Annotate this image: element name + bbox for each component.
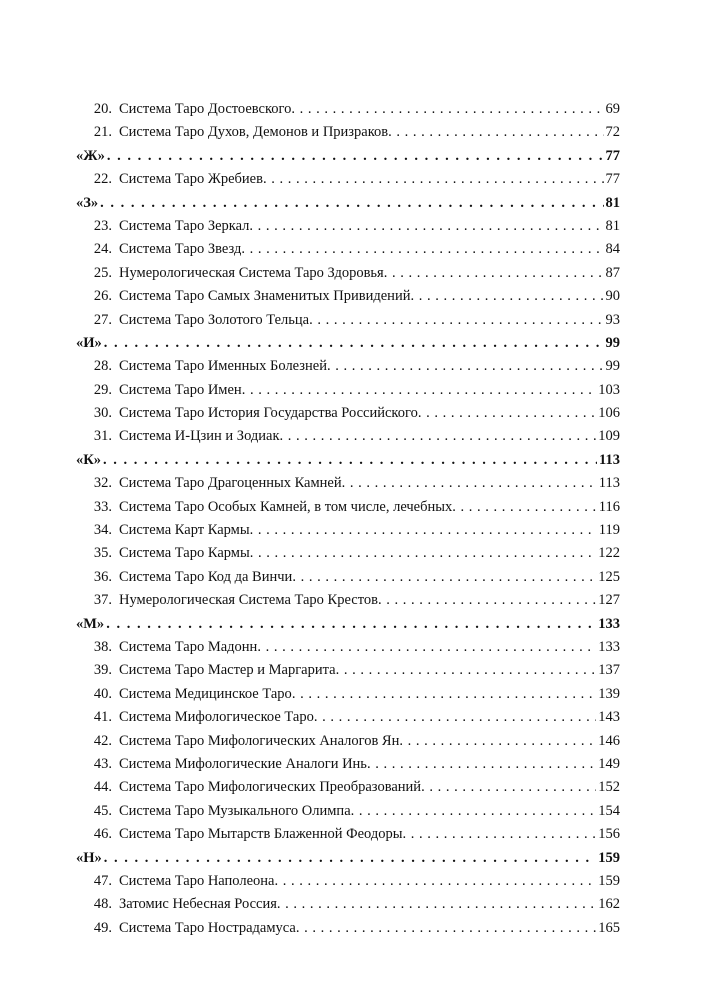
entry-title: Система Таро Зеркал [119, 217, 250, 234]
entry-number: 32. [93, 475, 112, 492]
toc-section-heading [76, 850, 620, 873]
toc-section-heading [76, 452, 620, 475]
dot-leader [104, 335, 604, 352]
entry-number: 28. [93, 358, 112, 375]
toc-entry [76, 405, 620, 428]
entry-number: 30. [93, 405, 112, 422]
page-number: 93 [605, 311, 620, 328]
toc-entry [76, 241, 620, 264]
toc-entry [76, 733, 620, 756]
entry-number: 41. [93, 709, 112, 726]
toc-entry [76, 522, 620, 545]
entry-title: Нумерологическая Система Таро Здоровья [119, 264, 384, 281]
entry-number: 44. [93, 779, 112, 796]
entry-number: 21. [93, 124, 112, 141]
dot-leader [292, 569, 596, 586]
toc-entry [76, 545, 620, 568]
dot-leader [378, 592, 596, 609]
page-number: 69 [605, 101, 620, 117]
toc-section-heading [76, 148, 620, 171]
page-number: 159 [598, 872, 620, 889]
entry-title: Система Таро Кармы [119, 545, 250, 562]
page-number: 152 [598, 779, 620, 796]
entry-title: Система Таро Музыкального Олимпа [119, 802, 351, 819]
table-of-contents [76, 101, 620, 943]
dot-leader [277, 896, 596, 913]
page-number: 149 [598, 755, 620, 772]
dot-leader [103, 452, 597, 469]
toc-entry [76, 779, 620, 802]
dot-leader [314, 709, 596, 726]
toc-entry [76, 358, 620, 381]
entry-number: 20. [93, 101, 112, 117]
page-number: 103 [598, 381, 620, 398]
toc-entry [76, 312, 620, 335]
toc-entry [76, 475, 620, 498]
dot-leader [367, 756, 596, 773]
page-number: 139 [598, 685, 620, 702]
dot-leader [410, 288, 603, 305]
toc-entry [76, 920, 620, 943]
page-number: 81 [605, 194, 620, 211]
toc-entry [76, 826, 620, 849]
entry-number: 24. [93, 241, 112, 258]
dot-leader [250, 522, 597, 539]
entry-title: Система И-Цзин и Зодиак [119, 428, 280, 445]
entry-title: Система Таро Наполеона [119, 872, 275, 889]
dot-leader [263, 171, 604, 188]
page-number: 122 [598, 545, 620, 562]
page-number: 99 [605, 334, 620, 351]
dot-leader [351, 803, 597, 820]
dot-leader [249, 218, 603, 235]
entry-title: Система Таро Драгоценных Камней [119, 475, 342, 492]
entry-number: 36. [93, 568, 112, 585]
entry-title: Система Таро Самых Знаменитых Привидений [119, 288, 411, 305]
entry-title: Система Таро Мадонн [119, 638, 258, 655]
toc-entry [76, 639, 620, 662]
toc-entry [76, 592, 620, 615]
page-number: 113 [599, 451, 620, 468]
dot-leader [327, 358, 604, 375]
dot-leader [257, 639, 596, 656]
entry-title: Система Таро Жребиев [119, 171, 263, 188]
dot-leader [250, 545, 597, 562]
entry-title: Система Мифологическое Таро [119, 709, 314, 726]
dot-leader [402, 826, 596, 843]
dot-leader [104, 850, 596, 867]
dot-leader [280, 428, 597, 445]
entry-title: Система Таро Звезд [119, 241, 242, 258]
toc-entry [76, 382, 620, 405]
entry-number: 27. [93, 311, 112, 328]
entry-title: Система Таро Код да Винчи [119, 568, 293, 585]
dot-leader [384, 265, 604, 282]
section-letter: «З» [76, 194, 99, 211]
page-number: 87 [605, 264, 620, 281]
toc-entry [76, 101, 620, 124]
page-number: 159 [598, 849, 620, 866]
page-number: 113 [598, 475, 620, 492]
page-number: 77 [605, 171, 620, 188]
entry-title: Система Таро Мытарств Блаженной Феодоры [119, 826, 403, 843]
entry-number: 42. [93, 732, 112, 749]
entry-title: Система Таро Имен [119, 381, 242, 398]
dot-leader [241, 241, 603, 258]
toc-section-heading [76, 335, 620, 358]
entry-number: 33. [93, 498, 112, 515]
entry-number: 37. [93, 592, 112, 609]
page-number: 133 [598, 638, 620, 655]
entry-number: 35. [93, 545, 112, 562]
page-number: 81 [605, 217, 620, 234]
page-number: 125 [598, 568, 620, 585]
entry-number: 22. [93, 171, 112, 188]
toc-entry [76, 265, 620, 288]
page-number: 127 [598, 592, 620, 609]
section-letter: «Ж» [76, 147, 105, 164]
dot-leader [452, 499, 597, 516]
section-letter: «К» [76, 451, 102, 468]
page-number: 162 [598, 896, 620, 913]
entry-number: 31. [93, 428, 112, 445]
page-number: 146 [598, 732, 620, 749]
page-number: 154 [598, 802, 620, 819]
dot-leader [106, 616, 596, 633]
entry-number: 48. [93, 896, 112, 913]
toc-entry [76, 428, 620, 451]
entry-title: Система Таро Мастер и Маргарита [119, 662, 336, 679]
dot-leader [336, 662, 597, 679]
entry-title: Система Таро Золотого Тельца [119, 311, 310, 328]
section-letter: «Н» [76, 849, 102, 866]
dot-leader [100, 195, 603, 212]
toc-entry [76, 756, 620, 779]
dot-leader [421, 779, 596, 796]
entry-title: Система Таро Духов, Демонов и Призраков [119, 124, 389, 141]
page-number: 143 [598, 709, 620, 726]
dot-leader [291, 101, 603, 118]
toc-entry [76, 171, 620, 194]
entry-number: 40. [93, 685, 112, 702]
dot-leader [388, 124, 603, 141]
entry-number: 34. [93, 522, 112, 539]
page-number: 116 [598, 498, 620, 515]
dot-leader [342, 475, 597, 492]
page-number: 99 [605, 358, 620, 375]
toc-entry [76, 709, 620, 732]
toc-entry [76, 124, 620, 147]
page-number: 72 [605, 124, 620, 141]
page-number: 77 [605, 147, 620, 164]
entry-number: 49. [93, 919, 112, 936]
entry-title: Система Мифологические Аналоги Инь [119, 755, 367, 772]
entry-number: 29. [93, 381, 112, 398]
entry-number: 26. [93, 288, 112, 305]
page-number: 137 [598, 662, 620, 679]
dot-leader [107, 148, 604, 165]
section-letter: «И» [76, 334, 102, 351]
entry-number: 25. [93, 264, 112, 281]
section-letter: «М» [76, 615, 105, 632]
toc-entry [76, 896, 620, 919]
page-number: 133 [598, 615, 620, 632]
entry-title: Система Таро Именных Болезней [119, 358, 327, 375]
page-number: 165 [598, 919, 620, 936]
dot-leader [292, 686, 596, 703]
entry-title: Система Таро Мифологических Аналогов Ян [119, 732, 400, 749]
toc-section-heading [76, 616, 620, 639]
toc-entry [76, 873, 620, 896]
entry-number: 47. [93, 872, 112, 889]
entry-title: Система Медицинское Таро [119, 685, 292, 702]
entry-title: Система Таро Особых Камней, в том числе, лечебных [119, 498, 453, 515]
toc-section-heading [76, 195, 620, 218]
entry-title: Система Таро Нострадамуса [119, 919, 296, 936]
toc-entry [76, 499, 620, 522]
page-number: 156 [598, 826, 620, 843]
page-number: 84 [605, 241, 620, 258]
entry-title: Затомис Небесная Россия [119, 896, 277, 913]
dot-leader [399, 733, 596, 750]
dot-leader [418, 405, 596, 422]
toc-entry [76, 218, 620, 241]
dot-leader [242, 382, 597, 399]
entry-number: 45. [93, 802, 112, 819]
entry-title: Нумерологическая Система Таро Крестов [119, 592, 378, 609]
page-number: 106 [598, 405, 620, 422]
toc-entry [76, 686, 620, 709]
entry-number: 46. [93, 826, 112, 843]
toc-entry [76, 803, 620, 826]
entry-number: 23. [93, 217, 112, 234]
dot-leader [275, 873, 597, 890]
entry-number: 39. [93, 662, 112, 679]
toc-entry [76, 569, 620, 592]
dot-leader [309, 312, 603, 329]
entry-title: Система Таро Мифологических Преобразований [119, 779, 422, 796]
entry-number: 38. [93, 638, 112, 655]
toc-entry [76, 288, 620, 311]
entry-title: Система Карт Кармы [119, 522, 250, 539]
entry-number: 43. [93, 755, 112, 772]
dot-leader [296, 920, 596, 937]
page-number: 119 [598, 522, 620, 539]
entry-title: Система Таро Достоевского [119, 101, 292, 117]
page-number: 90 [605, 288, 620, 305]
toc-entry [76, 662, 620, 685]
entry-title: Система Таро История Государства Российского [119, 405, 418, 422]
page-number: 109 [598, 428, 620, 445]
